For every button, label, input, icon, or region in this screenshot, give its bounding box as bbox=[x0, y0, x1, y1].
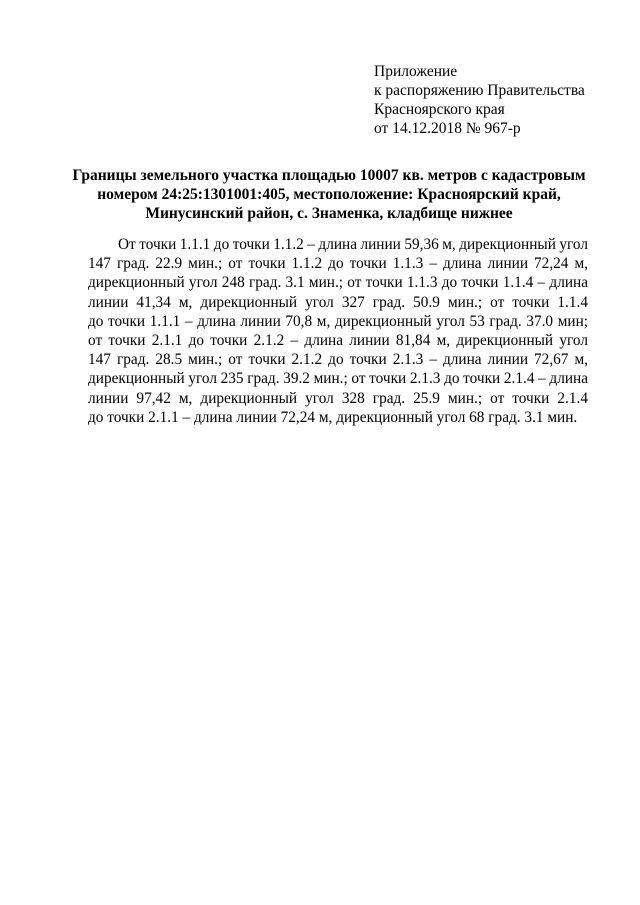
body-line-4: линии 41,34 м, дирекционный угол 327 град. 50.9 мин.; от точки 1.1.4 bbox=[88, 293, 588, 311]
body-line-9: линии 97,42 м, дирекционный угол 328 град. 25.9 мин.; от точки 2.1.4 bbox=[88, 389, 588, 407]
title-line-1: Границы земельного участка площадью 10007 кв. метров с кадастровым bbox=[72, 167, 586, 184]
appendix-order-date-number: от 14.12.2018 № 967-р bbox=[374, 120, 521, 137]
title-line-2: номером 24:25:1301001:405, местоположение: Красноярский край, bbox=[97, 186, 561, 203]
body-line-2: 147 град. 22.9 мин.; от точки 1.1.2 до точки 1.1.3 – длина линии 72,24 м, bbox=[88, 255, 588, 273]
body-line-6: от точки 2.1.1 до точки 2.1.2 – длина линии 81,84 м, дирекционный угол bbox=[88, 332, 588, 350]
appendix-label: Приложение bbox=[374, 63, 458, 80]
title-line-3: Минусинский район, с. Знаменка, кладбище нижнее bbox=[145, 205, 513, 222]
body-line-8: дирекционный угол 235 град. 39.2 мин.; от точки 2.1.3 до точки 2.1.4 – длина bbox=[88, 370, 588, 388]
appendix-header bbox=[374, 62, 585, 138]
boundary-description bbox=[88, 235, 588, 427]
body-line-1: От точки 1.1.1 до точки 1.1.2 – длина линии 59,36 м, дирекционный угол bbox=[118, 236, 588, 253]
body-line-5: до точки 1.1.1 – длина линии 70,8 м, дирекционный угол 53 град. 37.0 мин; bbox=[88, 312, 588, 330]
body-line-10: до точки 2.1.1 – длина линии 72,24 м, дирекционный угол 68 град. 3.1 мин. bbox=[88, 408, 578, 426]
appendix-order-reference: к распоряжению Правительства bbox=[374, 82, 585, 99]
appendix-region: Красноярского края bbox=[374, 101, 505, 118]
document-title bbox=[70, 166, 588, 223]
body-line-7: 147 град. 28.5 мин.; от точки 2.1.2 до точки 2.1.3 – длина линии 72,67 м, bbox=[88, 351, 588, 369]
body-line-3: дирекционный угол 248 град. 3.1 мин.; от точки 1.1.3 до точки 1.1.4 – длина bbox=[88, 274, 588, 292]
